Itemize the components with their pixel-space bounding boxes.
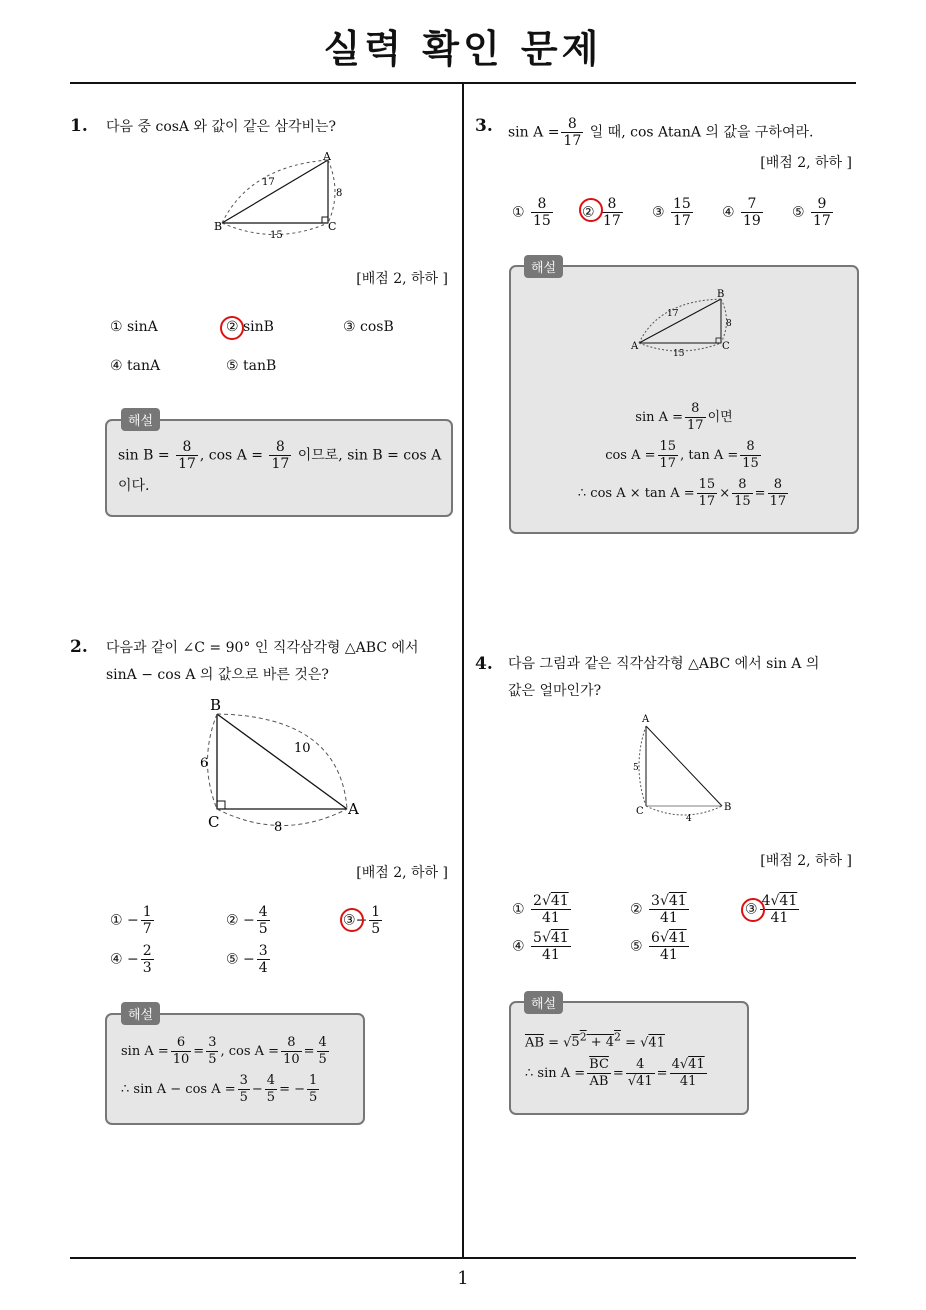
q3-answer-mark [579, 198, 603, 222]
q4-option-5[interactable]: ⑤ $\frac{6√41}{41}$ [630, 930, 687, 963]
q3-opt5-label: ⑤ [792, 204, 805, 221]
q3-sol-c2: 15 [698, 477, 716, 492]
q4-sol-b5: 4 [636, 1057, 645, 1072]
q4-sol-b2: $\overline{BC}$ [589, 1057, 609, 1072]
q4-opt5-d: 41 [649, 946, 689, 963]
q2-label-hyp: 10 [294, 741, 311, 756]
q2-text-line2: sinA − cos A 의 값으로 바른 것은? [106, 667, 329, 683]
q1-solution-tag: 해설 [121, 408, 160, 431]
q4-opt1-rad: 41 [550, 893, 569, 909]
q3-sol-c8: 8 [773, 477, 782, 492]
q3-sol-c3: 17 [698, 494, 716, 509]
q4-sol-b7: = [656, 1066, 668, 1081]
q4-opt5-rad: 41 [668, 930, 687, 946]
q2-opt3-sign: − [355, 912, 368, 929]
q4-sol-b3: AB [587, 1073, 611, 1090]
q3-sol-a4: 이면 [707, 410, 733, 425]
q3-text-n: 8 [567, 116, 577, 132]
q2-sol-a: sin A = [121, 1044, 169, 1059]
q4-opt3-d: 41 [760, 909, 800, 926]
q3-number: 3. [475, 116, 493, 136]
q4-sol-b9: 41 [688, 1057, 705, 1072]
q2-label-a: A [348, 800, 359, 818]
q3-option-3[interactable] [652, 196, 695, 229]
q2-sol-u: 5 [309, 1090, 318, 1105]
q4-opt4-label: ④ [512, 938, 525, 955]
q3-label-b: B [717, 289, 725, 300]
q1-option-2[interactable]: ② sinB [226, 319, 274, 335]
q2-sol-h: 8 [287, 1035, 296, 1050]
q3-sol-c7: = [754, 486, 766, 501]
q2-solution-box [105, 1013, 365, 1125]
q2-opt2-n: 4 [258, 904, 268, 920]
q4-text-line2: 값은 얼마인가? [508, 683, 602, 699]
q4-sol-a4: 2 [579, 1031, 587, 1044]
q4-sol-a3: 5 [571, 1035, 580, 1051]
q2-opt3-d: 5 [371, 921, 381, 937]
q4-opt3-coef: 4 [761, 893, 771, 909]
q2-opt3-n: 1 [371, 904, 381, 920]
q4-sol-b10: 41 [670, 1073, 707, 1090]
q2-opt5-sign: − [243, 951, 255, 968]
q3-sol-a2: 8 [691, 401, 700, 416]
q2-opt4-label: ④ [110, 951, 123, 968]
q2-sol-r: 5 [266, 1090, 276, 1105]
q3-sol-b3: 17 [659, 456, 677, 471]
q1-sol-n2: 8 [275, 439, 285, 455]
q1-option-1[interactable]: ① sinA [110, 319, 158, 335]
q3-sol-c5: 8 [738, 477, 747, 492]
q4-sol-b4: = [612, 1066, 624, 1081]
q3-opt3-n: 15 [673, 196, 691, 212]
q2-number: 2. [70, 637, 88, 657]
q2-label-c: C [208, 813, 220, 831]
q1-label-b: B [214, 220, 223, 233]
q2-opt3-label: ③ [343, 912, 356, 929]
q2-sol-s: = − [279, 1082, 305, 1097]
q1-label-base: 15 [270, 230, 283, 238]
q4-opt2-rad: 41 [668, 893, 687, 909]
q3-sol-b1: cos A = [605, 448, 656, 463]
q4-triangle-figure [628, 712, 748, 824]
q2-sol-g: , cos A = [220, 1044, 280, 1059]
q4-label-c: C [636, 806, 644, 817]
q1-triangle-figure [210, 148, 360, 238]
q4-sol-a1: $\overline{AB}$ [525, 1035, 544, 1051]
q2-opt5-label: ⑤ [226, 951, 239, 968]
q2-solution-tag: 해설 [121, 1002, 160, 1025]
q2-opt2-label: ② [226, 912, 239, 929]
q3-sol-c1: ∴ cos A × tan A = [577, 486, 695, 501]
q3-opt4-d: 19 [743, 213, 761, 229]
q2-sol-o: 5 [239, 1090, 248, 1105]
q3-triangle-figure [629, 287, 739, 357]
q4-opt1-label: ① [512, 901, 525, 918]
q2-sol-p: − [251, 1082, 263, 1097]
q3-text-a: sin A = [508, 124, 560, 141]
page-title: 실력 확인 문제 [323, 27, 603, 71]
q2-option-4[interactable] [110, 943, 156, 976]
q4-meta: [배점 2, 하하 ] [760, 853, 852, 869]
q1-text: 다음 중 cosA 와 값이 같은 삼각비는? [106, 119, 337, 135]
q3-opt3-label: ③ [652, 204, 665, 221]
q4-option-4[interactable]: ④ $\frac{5√41}{41}$ [512, 930, 569, 963]
q2-opt1-sign: − [127, 912, 139, 929]
q4-sol-a2: = [548, 1035, 559, 1051]
q3-option-1[interactable] [512, 196, 555, 229]
q2-label-side: 6 [200, 756, 209, 771]
q1-label-c: C [328, 220, 337, 233]
q3-sol-a1: sin A = [635, 410, 684, 425]
q4-sol-a5: + 4 [590, 1035, 615, 1051]
q2-meta: [배점 2, 하하 ] [356, 865, 448, 881]
q1-option-3[interactable]: ③ cosB [343, 319, 394, 335]
q1-sol-t1: sin B = [118, 447, 170, 464]
q2-opt1-d: 7 [142, 921, 152, 937]
q3-text [508, 116, 813, 149]
q2-sol-e: 3 [208, 1035, 217, 1050]
q3-sol-c4: × [719, 486, 731, 501]
q4-option-2[interactable]: ② $\frac{3√41}{41}$ [630, 893, 687, 926]
q4-opt4-rad: 41 [550, 930, 569, 946]
q1-label-a: A [323, 150, 331, 163]
q2-option-1[interactable] [110, 904, 156, 937]
q2-opt5-d: 4 [258, 960, 268, 976]
q2-triangle-figure [190, 694, 370, 834]
q4-label-b: B [724, 802, 732, 813]
q4-number: 4. [475, 654, 493, 674]
q3-opt5-d: 17 [813, 213, 831, 229]
column-divider [462, 84, 464, 1259]
q3-label-c: C [722, 341, 730, 352]
q3-text-d: 17 [563, 133, 582, 149]
q2-opt4-sign: − [127, 951, 139, 968]
q4-opt2-label: ② [630, 901, 643, 918]
footer-rule [70, 1257, 856, 1259]
q2-sol-j: = [303, 1044, 315, 1059]
q4-sol-a6: 2 [614, 1031, 621, 1044]
q2-sol-f: 5 [208, 1052, 217, 1067]
q3-option-5[interactable] [792, 196, 835, 229]
q1-label-hyp: 17 [262, 177, 275, 188]
q1-sol-t2: , cos A = [199, 447, 263, 464]
q3-opt1-d: 15 [533, 213, 551, 229]
q2-sol-n: 3 [239, 1073, 248, 1088]
q2-opt4-n: 2 [142, 943, 152, 959]
q3-opt2-label: ② [582, 204, 595, 221]
q2-sol-c: 10 [172, 1052, 190, 1067]
q2-label-b: B [210, 696, 222, 714]
q4-solution-box: $\overline{AB} = √5^2 + 4^2 = √41$ ∴ sin A = $\frac{\overline{BC}}{AB}$ = $\frac{4}{√41}$ = $\frac{4√41}{41}$ [509, 1001, 749, 1115]
q1-sol-t4: 이다. [118, 478, 150, 494]
q1-answer-mark [220, 316, 244, 340]
q2-opt5-n: 3 [258, 943, 268, 959]
q1-sol-t3: 이므로, sin B = cos A [297, 447, 442, 464]
q4-option-3[interactable]: ③ $\frac{4√41}{41}$ [745, 893, 798, 926]
q2-sol-b: 6 [176, 1035, 186, 1050]
q3-text-b: 일 때, cos AtanA 의 값을 구하여라. [589, 124, 814, 141]
q4-opt3-rad: 41 [779, 893, 798, 909]
q3-sol-a3: 17 [687, 418, 704, 433]
q2-sol-k: 4 [318, 1035, 327, 1050]
q1-number: 1. [70, 116, 88, 136]
q4-opt4-d: 41 [531, 946, 571, 963]
q3-meta: [배점 2, 하하 ] [760, 155, 852, 171]
q3-opt1-label: ① [512, 204, 525, 221]
q3-opt2-n: 8 [607, 196, 617, 212]
q4-solution-tag: 해설 [524, 991, 563, 1014]
q4-label-side: 5 [633, 763, 639, 773]
q4-opt1-coef: 2 [533, 893, 542, 909]
q2-sol-d: = [193, 1044, 205, 1059]
q3-sol-c9: 17 [769, 494, 787, 509]
q3-sol-b4: , tan A = [680, 448, 739, 463]
q4-opt2-coef: 3 [651, 893, 660, 909]
q2-opt1-label: ① [110, 912, 123, 929]
q2-sol-t: 1 [309, 1073, 318, 1088]
q4-opt2-d: 41 [649, 909, 689, 926]
q4-text-line1: 다음 그림과 같은 직각삼각형 △ABC 에서 sin A 의 [508, 656, 820, 672]
q4-sol-b6: 41 [636, 1074, 653, 1089]
q2-sol-m: ∴ sin A − cos A = [121, 1082, 236, 1097]
q2-sol-q: 4 [266, 1073, 276, 1088]
q2-text-line1: 다음과 같이 ∠C = 90° 인 직각삼각형 △ABC 에서 [106, 640, 419, 656]
q1-option-4[interactable]: ④ tanA [110, 358, 161, 374]
q3-opt5-n: 9 [817, 196, 827, 212]
q2-opt1-n: 1 [142, 904, 152, 920]
q4-opt4-coef: 5 [533, 930, 542, 946]
q3-sol-b5: 8 [746, 439, 755, 454]
q4-sol-a7: = [625, 1035, 636, 1051]
q4-opt1-d: 41 [531, 909, 571, 926]
q2-option-5[interactable] [226, 943, 272, 976]
q1-label-side: 8 [336, 188, 343, 199]
q2-opt2-sign: − [243, 912, 255, 929]
q1-option-5[interactable]: ⑤ tanB [226, 358, 277, 374]
q3-opt1-n: 8 [537, 196, 547, 212]
q3-option-4[interactable] [722, 196, 765, 229]
q3-label-a: A [631, 341, 639, 352]
q4-opt3-label: ③ [745, 901, 758, 918]
q4-opt5-label: ⑤ [630, 938, 643, 955]
q3-sol-c6: 15 [734, 494, 751, 509]
q4-option-1[interactable]: ① $\frac{2√41}{41}$ [512, 893, 569, 926]
q3-opt2-d: 17 [603, 213, 621, 229]
q2-opt4-d: 3 [142, 960, 152, 976]
q3-opt4-label: ④ [722, 204, 735, 221]
q3-solution-tag: 해설 [524, 255, 563, 278]
page-number: 1 [457, 1268, 469, 1289]
q3-opt4-n: 7 [747, 196, 757, 212]
q3-solution-box [509, 265, 859, 534]
q2-answer-mark [340, 908, 364, 932]
q2-label-base: 8 [274, 820, 283, 834]
q4-answer-mark [741, 898, 765, 922]
q3-label-side: 8 [726, 319, 732, 329]
q3-sol-b6: 15 [742, 456, 759, 471]
q1-meta: [배점 2, 하하 ] [356, 271, 448, 287]
q4-label-a: A [642, 714, 650, 725]
q4-opt5-coef: 6 [651, 930, 660, 946]
q1-sol-n1: 8 [182, 439, 192, 455]
q2-sol-i: 10 [283, 1052, 300, 1067]
q2-opt2-d: 5 [258, 921, 268, 937]
q1-sol-d2: 17 [271, 456, 290, 472]
q4-sol-b8: 4 [671, 1057, 680, 1072]
q4-sol-b1: ∴ sin A = [525, 1066, 586, 1081]
q3-label-hyp: 17 [667, 309, 679, 319]
q1-sol-d1: 17 [178, 456, 196, 472]
q4-label-base: 4 [686, 814, 692, 824]
q3-sol-b2: 15 [659, 439, 677, 454]
q1-solution-box [105, 419, 453, 517]
q3-opt3-d: 17 [673, 213, 691, 229]
q3-label-base: 15 [673, 349, 685, 357]
q2-option-2[interactable] [226, 904, 272, 937]
q4-sol-a8: 41 [648, 1035, 665, 1051]
q2-sol-l: 5 [318, 1052, 327, 1067]
